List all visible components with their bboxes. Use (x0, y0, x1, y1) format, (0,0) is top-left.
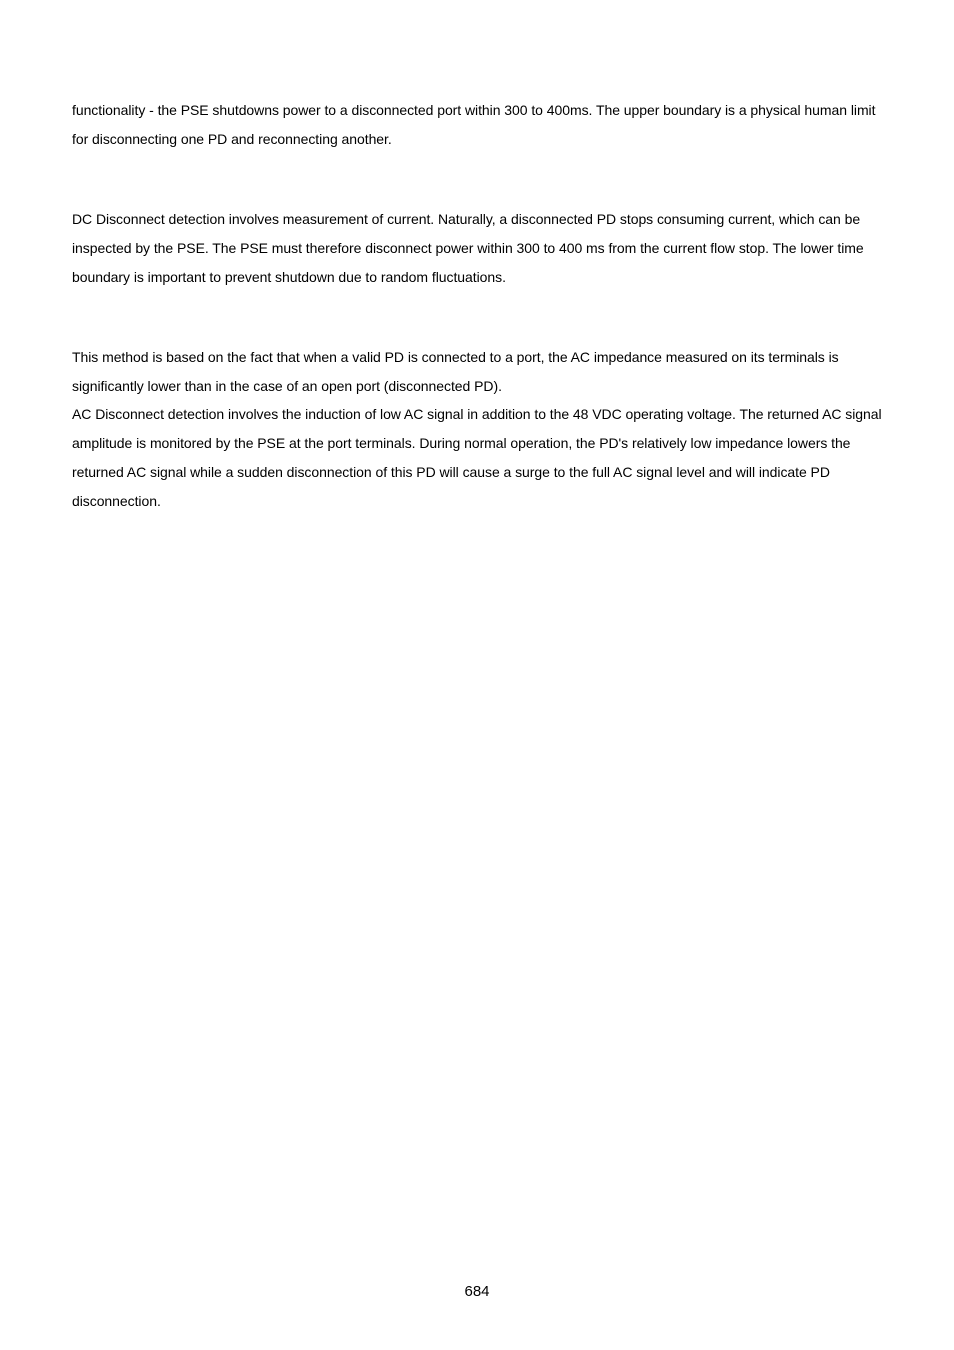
paragraph-ac-impedance-method: This method is based on the fact that when a valid PD is connected to a port, the AC impedance measured on its terminals is significantly lower than in the case of an open port (disconnected PD). (72, 349, 839, 394)
paragraph-ac-disconnect: AC Disconnect detection involves the induction of low AC signal in addition to the 48 VDC operating voltage. The returned AC signal amplitude is monitored by the PSE at the port terminals. During normal operation, the PD's relatively low impedance lowers the returned AC signal while a sudden disconnection of this PD will cause a surge to the full AC signal level and will indicate PD disconnection. (72, 406, 882, 509)
paragraph-dc-disconnect: DC Disconnect detection involves measurement of current. Naturally, a disconnected PD stops consuming current, which can be inspected by the PSE. The PSE must therefore disconnect power within 300 to 400 ms from the current flow stop. The lower time boundary is important to prevent shutdown due to random fluctuations. (72, 211, 864, 285)
paragraph-pse-shutdown: functionality - the PSE shutdowns power to a disconnected port within 300 to 400ms. The upper boundary is a physical human limit for disconnecting one PD and reconnecting another. (72, 102, 876, 147)
page-number: 684 (464, 1283, 490, 1300)
